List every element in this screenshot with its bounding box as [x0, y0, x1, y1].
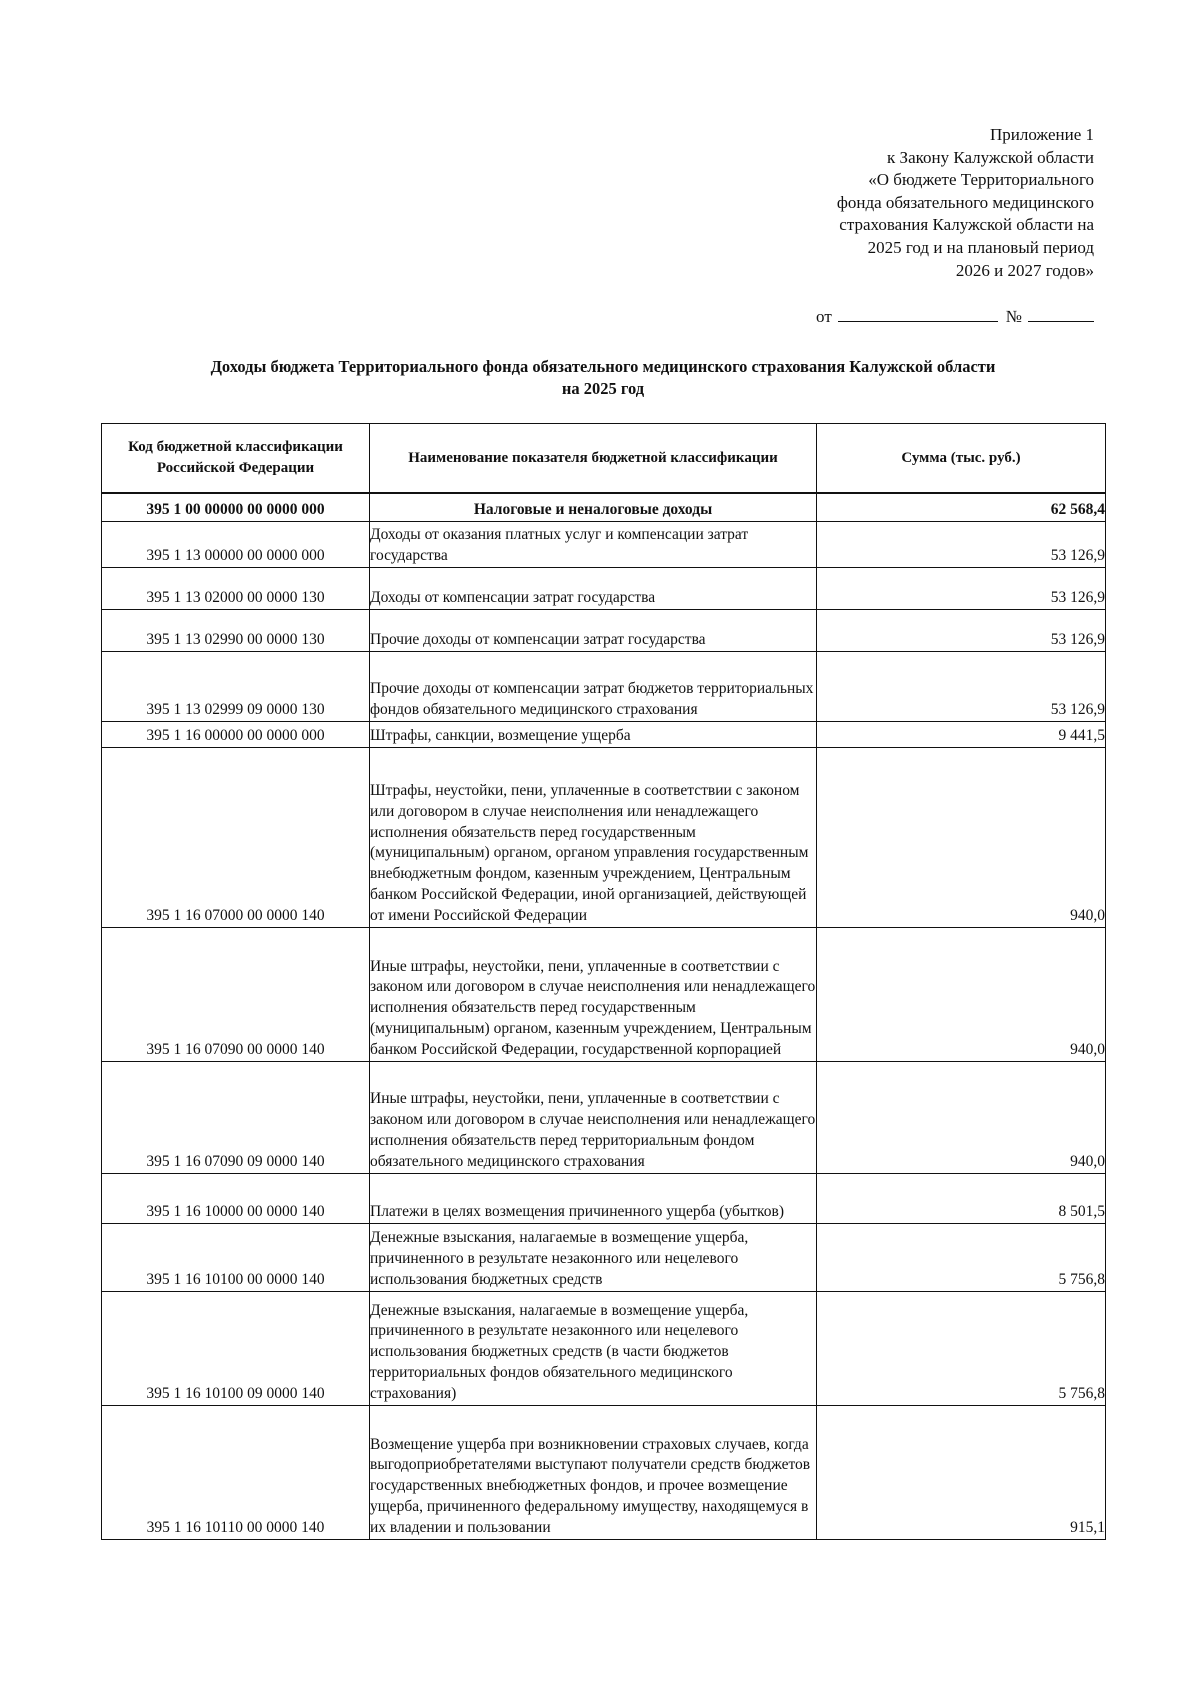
- appendix-line: 2026 и 2027 годов»: [955, 260, 1094, 280]
- row-amount: 62 568,4: [817, 493, 1106, 521]
- header-name: Наименование показателя бюджетной классификации: [370, 424, 817, 494]
- table-row: [102, 1291, 1106, 1405]
- row-amount: 915,1: [817, 1405, 1106, 1539]
- row-name: Доходы от оказания платных услуг и компенсации затрат государства: [370, 521, 817, 567]
- row-name: Налоговые и неналоговые доходы: [370, 493, 817, 521]
- appendix-line: фонда обязательного медицинского: [836, 192, 1094, 212]
- row-name: Штрафы, санкции, возмещение ущерба: [370, 721, 817, 747]
- appendix-line: Приложение 1: [990, 125, 1094, 144]
- appendix-line: страхования Калужской области на: [839, 215, 1094, 235]
- row-amount: 8 501,5: [817, 1173, 1106, 1223]
- table-header-row: [102, 424, 1106, 494]
- row-code: 395 1 16 10000 00 0000 140: [102, 1173, 370, 1223]
- appendix-line: 2025 год и на плановый период: [867, 237, 1094, 257]
- date-label: от: [816, 307, 832, 326]
- title-line-1: Доходы бюджета Территориального фонда обязательного медицинского страхования Калужской области: [210, 357, 996, 376]
- table-row: [102, 927, 1106, 1061]
- appendix-line: к Закону Калужской области: [887, 147, 1094, 167]
- row-amount: 5 756,8: [817, 1291, 1106, 1405]
- table-row: [102, 721, 1106, 747]
- row-amount: 5 756,8: [817, 1223, 1106, 1291]
- table-row: [102, 651, 1106, 721]
- table-row: [102, 1173, 1106, 1223]
- income-table: [101, 423, 1106, 1540]
- appendix-header: [764, 124, 1094, 282]
- row-code: 395 1 16 07000 00 0000 140: [102, 747, 370, 927]
- row-amount: 53 126,9: [817, 609, 1106, 651]
- table-row: [102, 521, 1106, 567]
- row-code: 395 1 13 02000 00 0000 130: [102, 567, 370, 609]
- number-blank: [1028, 307, 1094, 322]
- number-label: №: [1005, 307, 1022, 326]
- row-amount: 940,0: [817, 927, 1106, 1061]
- table-row: [102, 1405, 1106, 1539]
- row-name: Возмещение ущерба при возникновении страховых случаев, когда выгодоприобретателями выступают получатели средств бюджетов государственных внебюджетных фондов, и прочее возмещение ущерба, причиненного федеральному имуществу, находящемуся в их владении и пользовании: [370, 1405, 817, 1539]
- header-amount: Сумма (тыс. руб.): [817, 424, 1106, 494]
- table-row: [102, 609, 1106, 651]
- row-code: 395 1 13 02990 00 0000 130: [102, 609, 370, 651]
- row-name: Денежные взыскания, налагаемые в возмещение ущерба, причиненного в результате незаконного или нецелевого использования бюджетных средств: [370, 1223, 817, 1291]
- row-amount: 940,0: [817, 1061, 1106, 1173]
- table-row: [102, 1061, 1106, 1173]
- row-name: Прочие доходы от компенсации затрат государства: [370, 609, 817, 651]
- row-name: Доходы от компенсации затрат государства: [370, 567, 817, 609]
- row-code: 395 1 16 10110 00 0000 140: [102, 1405, 370, 1539]
- row-name: Денежные взыскания, налагаемые в возмещение ущерба, причиненного в результате незаконного или нецелевого использования бюджетных средств (в части бюджетов территориальных фондов обязательного медицинского страхования): [370, 1291, 817, 1405]
- row-code: 395 1 13 02999 09 0000 130: [102, 651, 370, 721]
- title-line-2: на 2025 год: [561, 379, 645, 398]
- row-amount: 53 126,9: [817, 567, 1106, 609]
- row-code: 395 1 16 10100 09 0000 140: [102, 1291, 370, 1405]
- document-title: [100, 356, 1106, 400]
- row-name: Штрафы, неустойки, пени, уплаченные в соответствии с законом или договором в случае неисполнения или ненадлежащего исполнения обязательств перед государственным (муниципальным) органом, органом управления государственным внебюджетным фондом, казенным учреждением, Центральным банком Российской Федерации, иной организацией, действующей от имени Российской Федерации: [370, 747, 817, 927]
- date-blank: [838, 307, 998, 322]
- row-code: 395 1 16 07090 00 0000 140: [102, 927, 370, 1061]
- row-code: 395 1 13 00000 00 0000 000: [102, 521, 370, 567]
- row-amount: 9 441,5: [817, 721, 1106, 747]
- row-code: 395 1 16 10100 00 0000 140: [102, 1223, 370, 1291]
- row-name: Платежи в целях возмещения причиненного ущерба (убытков): [370, 1173, 817, 1223]
- row-amount: 940,0: [817, 747, 1106, 927]
- row-amount: 53 126,9: [817, 521, 1106, 567]
- table-row: [102, 567, 1106, 609]
- table-row: [102, 1223, 1106, 1291]
- row-name: Прочие доходы от компенсации затрат бюджетов территориальных фондов обязательного медицинского страхования: [370, 651, 817, 721]
- row-code: 395 1 00 00000 00 0000 000: [102, 493, 370, 521]
- row-code: 395 1 16 07090 09 0000 140: [102, 1061, 370, 1173]
- header-code: Код бюджетной классификации Российской Федерации: [102, 424, 370, 494]
- table-row: [102, 493, 1106, 521]
- row-name: Иные штрафы, неустойки, пени, уплаченные в соответствии с законом или договором в случае неисполнения или ненадлежащего исполнения обязательств перед государственным (муниципальным) органом, казенным учреждением, Центральным банком Российской Федерации, государственной корпорацией: [370, 927, 817, 1061]
- appendix-line: «О бюджете Территориального: [868, 170, 1094, 190]
- row-name: Иные штрафы, неустойки, пени, уплаченные в соответствии с законом или договором в случае неисполнения или ненадлежащего исполнения обязательств перед территориальным фондом обязательного медицинского страхования: [370, 1061, 817, 1173]
- row-code: 395 1 16 00000 00 0000 000: [102, 721, 370, 747]
- date-number-line: [816, 307, 1094, 327]
- table-row: [102, 747, 1106, 927]
- row-amount: 53 126,9: [817, 651, 1106, 721]
